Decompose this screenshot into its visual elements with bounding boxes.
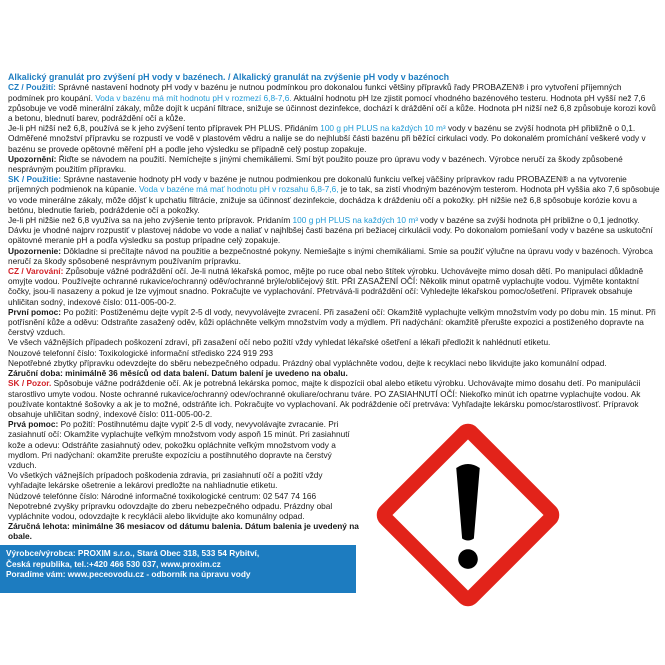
sk-usage-ph-range: Voda v bazéne má mať hodnotu pH v rozsahu 6,8-7,6, <box>138 184 339 195</box>
cz-disposal-note: Nepotřebné zbytky přípravku odevzdejte do sběru nebezpečného odpadu. Prázdný obal vypláchněte vodou, dejte k recyklaci nebo likvidujte jako komunální odpad. <box>8 357 607 368</box>
sk-usage-text-2: je to tak, sa zistí vhodným bazénovým testerom. Hodnota pH vyššia ako 7,6 spôsobuje vo vode minerálne zákaly, môže dôjsť k upchatiu filtrácie, znižuje sa účinnosť dezinfekcie, dochádza k dráždeniu očí a pokožky. pH nižšie než 6,8 spôsobuje korózie kovu a betónu, blednutie farieb, podráždenie očí a pokožky. <box>8 184 660 215</box>
cz-dosage-text-2: vody v bazénu se zvýší hodnota pH přibližně o 0,1. Odměřené množství přípravku se rozpustí ve vodě v plastovém vědru a nalije se do nejhlubší části bazénu při běžící cirkulaci vody. Po dokonalém promíchání veškeré vody v bazénu se provede opětovné měření pH a podle jeho výsledku se případně celý postup zopakuje. <box>8 123 646 154</box>
sk-notice-text: Dôkladne si prečítajte návod na použitie a bezpečnostné pokyny. Nemiešajte s inými chemikáliami. Smie sa použiť výlučne na úpravu vody v bazénoch. Výrobca neručí za škody spôsobené nesprávnym používaním prípravku. <box>8 245 653 266</box>
sk-warning-text: Spôsobuje vážne podráždenie očí. Ak je potrebná lekárska pomoc, majte k dispozícii obal alebo etiketu výrobku. Uchovávajte mimo dosahu detí. Po manipulácii starostlivo umyte vodou. Noste ochranné rukavice/ochranný odev/ochranné okuliare/ochranu tváre. PO ZASIAHNUTÍ OČÍ: Niekoľko minút ich opatrne vyplachujte vodou. Ak používate kontaktné šošovky a ak je to možné, odstráňte ich. Pokračujte vo vyplachovaní. Ak podráždenie očí pretrváva: Vyhľadajte lekársku pomoc/starostlivosť. Prípravok obsahuje uhličitan sodný, indexové číslo: 011-005-00-2. <box>8 378 641 419</box>
sk-dosage-amount: 100 g pH PLUS na každých 10 m³ <box>292 215 418 226</box>
cz-dosage-paragraph <box>8 123 660 154</box>
cz-usage-paragraph <box>8 82 660 123</box>
sk-dosage-text-1: Je-li pH nižšie než 6,8 využíva sa na jeho zvýšenie tento prípravok. Pridaním <box>8 215 293 226</box>
sk-notice-paragraph <box>8 246 660 266</box>
manufacturer-footer <box>0 545 356 593</box>
cz-usage-heading: CZ / Použití: <box>8 82 56 93</box>
sk-narrow-column <box>8 419 360 541</box>
cz-usage-ph-range: Voda v bazénu má mít hodnotu pH v rozmezí 6,8-7,6. <box>95 92 292 103</box>
sk-disposal-note: Nepotrebné zvyšky prípravku odovzdajte do zberu nebezpečného odpadu. Prázdny obal vypláchnite vodou, odovzdajte k recyklácii alebo likvidujte ako komunálny odpad. <box>8 500 333 521</box>
footer-contact: Česká republika, tel.:+420 466 530 037, www.proxim.cz <box>6 558 221 569</box>
ghs-exclamation-icon <box>370 417 566 613</box>
cz-dosage-amount: 100 g pH PLUS na každých 10 m³ <box>320 123 446 134</box>
cz-warning-paragraph <box>8 266 660 307</box>
sk-dosage-text-2: vody v bazéne sa zvýši hodnota pH približne o 0,1 jednotky. Dávku je vhodné najprv rozpustiť v plastovej nádobe vo vode a naliať v najhlbšej časti bazéna pri bežiacej cirkulácii vody. Po dokonalom pomiešaní vody v bazéne sa uskutoční opätovné meranie pH a podľa výsledku sa postup prípadne celý zopakuje. <box>8 215 653 246</box>
cz-warning-text: Způsobuje vážné podráždění očí. Je-li nutná lékařská pomoc, mějte po ruce obal nebo štítek výrobku. Uchovávejte mimo dosah dětí. Po manipulaci důkladně omyjte vodou. Používejte ochranné rukavice/ochranný oděv/ochranné brýle/obličejový štít. PŘI ZASAŽENÍ OČÍ: Několik minut opatrně vyplachujte vodou. Vyjměte kontaktní čočky, jsou-li nasazeny a pokud je lze vyjmout snadno. Pokračujte ve vyplachování. Přetrvává-li podráždění očí: Vyhledejte lékařskou pomoc/ošetření. Přípravek obsahuje uhličitan sodný, indexové číslo: 011-005-00-2. <box>8 266 644 307</box>
sk-medical-note: Vo všetkých vážnejších prípadoch poškodenia zdravia, pri zasiahnutí očí a požití vždy vyhľadajte lekárske ošetrenie a lekárovi predložte na nahliadnutie etiketu. <box>8 470 323 491</box>
exclamation-dot <box>458 549 478 569</box>
cz-first-aid-text: Po požití: Postiženému dejte vypít 2-5 dl vody, nevyvolávejte zvracení. Při zasažení očí: Okamžitě vyplachujte velkým množstvím vody po dobu min. 15 minut. Při potřísnění kůže a oděvu: Odstraňte zasažený oděv, kůži opláchněte velkým množstvím vody a mýdlem. Při nadýchání: okamžitě přerušte expozici a postiženého dopravte na čerstvý vzduch. <box>8 306 656 338</box>
cz-first-aid-paragraph <box>8 307 660 338</box>
cz-medical-note: Ve všech vážnějších případech poškození zdraví, při zasažení očí nebo požití vždy vyhledat lékařské ošetření a lékaři předložit k nahlédnutí etiketu. <box>8 337 551 348</box>
cz-emergency-phone: Nouzové telefonní číslo: Toxikologické informační středisko 224 919 293 <box>8 347 274 358</box>
footer-advice: Poradíme vám: www.peceovodu.cz - odborník na úpravu vody <box>6 569 251 579</box>
cz-notice-heading: Upozornění: <box>8 153 57 164</box>
sk-first-aid-text: Po požití: Postihnutému dajte vypiť 2-5 dl vody, nevyvolávajte zvracanie. Pri zasiahnutí očí: Okamžite vyplachujte veľkým množstvom vody aspoň 15 minút. Pri zasiahnutí kože a odevu: Odstráňte zasiahnutý odev, pokožku opláchnite veľkým množstvom vody a mydlom. Pri nadýchaní: okamžite prerušte expozíciu a postihnutého dopravte na čerstvý vzduch. <box>8 419 350 470</box>
cz-notice-paragraph <box>8 154 660 174</box>
sk-usage-paragraph <box>8 174 660 215</box>
sk-usage-text-1: Správne nastavenie hodnoty pH vody v bazéne je nutnou podmienkou pre dokonalú funkciu veľkej väčšiny prípravkov radu PROBAZEN® a na vytvorenie príjemných podmienok na kúpanie. <box>8 174 627 195</box>
sk-warning-heading: SK / Pozor. <box>8 378 52 389</box>
sk-notice-heading: Upozornenie: <box>8 245 62 256</box>
cz-warning-heading: CZ / Varování: <box>8 266 64 277</box>
cz-usage-text-1: Správné nastavení hodnoty pH vody v bazénu je nutnou podmínkou pro dokonalou funkci většiny přípravků řady PROBAZEN® i pro vytvoření příjemných podmínek pro koupání. <box>8 82 622 103</box>
cz-usage-text-2: Aktuální hodnotu pH lze zjistit pomocí vhodného bazénového testeru. Hodnota pH vyšší než 7,6 způsobuje ve vodě minerální zákaly, může dojít k ucpání filtrace, snižuje se účinnost dezinfekce, dochází k dráždění očí a kůže. Hodnota pH nižší než 6,8 způsobuje korozi kovů a betonu, blednutí barev, podráždění očí a kůže. <box>8 92 656 124</box>
sk-dosage-paragraph <box>8 215 660 246</box>
sk-first-aid-heading: Prvá pomoc: <box>8 419 59 430</box>
product-title: Alkalický granulát pro zvýšení pH vody v bazénech. / Alkalický granulát na zvýšenie pH vody v bazénoch <box>8 72 450 82</box>
sk-guarantee: Záručná lehota: minimálne 36 mesiacov od dátumu balenia. Dátum balenia je uvedený na obale. <box>8 521 359 542</box>
footer-manufacturer: Výrobce/výrobca: PROXIM s.r.o., Stará Obec 318, 533 54 Rybitví, <box>6 548 260 558</box>
cz-first-aid-heading: První pomoc: <box>8 306 62 317</box>
sk-usage-heading: SK / Použitie: <box>8 174 62 185</box>
sk-first-aid-paragraph <box>8 419 360 470</box>
cz-guarantee: Záruční doba: minimálně 36 měsíců od data balení. Datum balení je uvedeno na obalu. <box>8 368 348 379</box>
cz-notice-text: Řiďte se návodem na použití. Nemíchejte s jinými chemikáliemi. Smí být použito pouze pro úpravu vody v bazénech. Výrobce neručí za škody způsobené nesprávným použitím přípravku. <box>8 153 623 175</box>
sk-emergency-phone: Núdzové telefónne číslo: Národné informačné toxikologické centrum: 02 547 74 166 <box>8 490 317 501</box>
sk-warning-paragraph <box>8 378 660 419</box>
cz-dosage-text-1: Je-li pH nižší než 6,8, používá se k jeho zvýšení tento přípravek PH PLUS. Přidáním <box>8 123 321 134</box>
